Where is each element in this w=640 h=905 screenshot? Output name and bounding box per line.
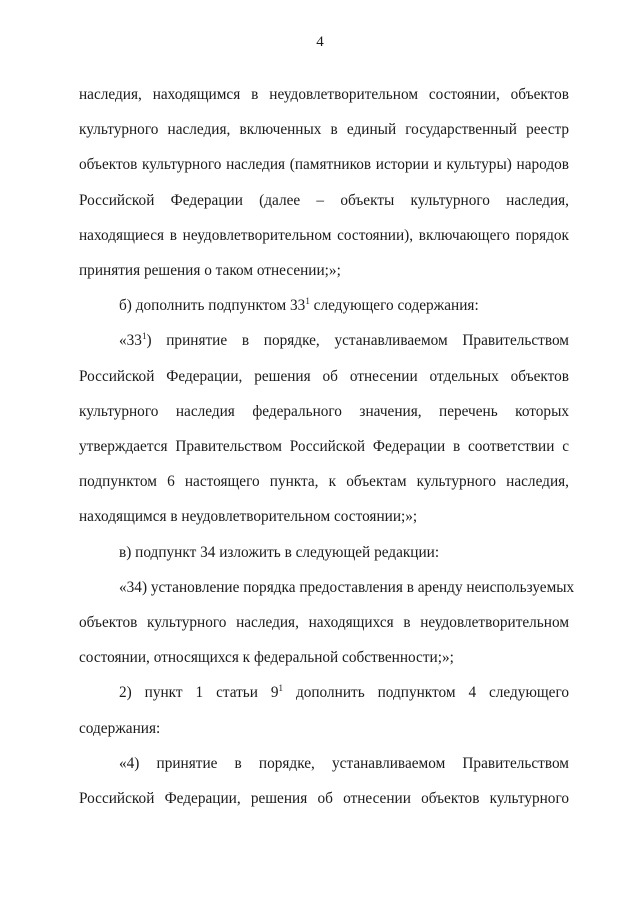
text-line: Российской Федерации, решения об отнесении объектов культурного (79, 790, 569, 808)
text-line: в) подпункт 34 изложить в следующей редакции: (119, 543, 440, 561)
paragraph (79, 288, 569, 323)
text-fragment: «33 (119, 332, 142, 350)
paragraph (79, 675, 569, 745)
paragraph (79, 535, 569, 570)
paragraph (79, 746, 569, 816)
text-line: содержания: (79, 719, 161, 737)
text-line: «34) установление порядка предоставления в аренду неиспользуемых (119, 578, 575, 596)
text-line (79, 288, 569, 323)
text-fragment: дополнить подпунктом 4 следующего (283, 684, 569, 702)
paragraph (79, 77, 569, 288)
superscript: 1 (305, 296, 310, 307)
text-line: «4) принятие в порядке, устанавливаемом Правительством (119, 754, 569, 772)
text-line: культурного наследия, включенных в единый государственный реестр (79, 121, 569, 139)
text-line: находящиеся в неудовлетворительном состоянии), включающего порядок (79, 226, 569, 244)
paragraph (79, 323, 569, 534)
text-line: объектов культурного наследия (памятников истории и культуры) народов (79, 156, 569, 174)
text-line: состоянии, относящихся к федеральной собственности;»; (79, 649, 454, 667)
text-line: наследия, находящимся в неудовлетворительном состоянии, объектов (79, 86, 569, 103)
text-fragment: ) принятие в порядке, устанавливаемом Правительством (146, 332, 569, 350)
superscript: 1 (278, 683, 284, 694)
document-body (79, 77, 575, 816)
superscript: 1 (141, 331, 147, 342)
text-line: Российской Федерации, решения об отнесении отдельных объектов (79, 367, 569, 385)
text-fragment: 2) пункт 1 статьи 9 (119, 684, 279, 702)
text-line: находящимся в неудовлетворительном состоянии;»; (79, 508, 418, 526)
text-line: объектов культурного наследия, находящихся в неудовлетворительном (79, 614, 569, 632)
text-fragment: следующего содержания: (309, 297, 479, 315)
text-line (79, 675, 569, 710)
text-line: принятия решения о таком отнесении;»; (79, 262, 341, 280)
text-line: культурного наследия федерального значения, перечень которых (79, 402, 569, 420)
page-number: 4 (316, 34, 324, 50)
text-line: Российской Федерации (далее – объекты культурного наследия, (79, 191, 569, 209)
text-line (79, 323, 569, 358)
text-fragment: б) дополнить подпунктом 33 (119, 297, 306, 315)
paragraph (79, 570, 575, 676)
text-line: утверждается Правительством Российской Федерации в соответствии с (79, 438, 569, 456)
text-line: подпунктом 6 настоящего пункта, к объектам культурного наследия, (79, 473, 569, 491)
